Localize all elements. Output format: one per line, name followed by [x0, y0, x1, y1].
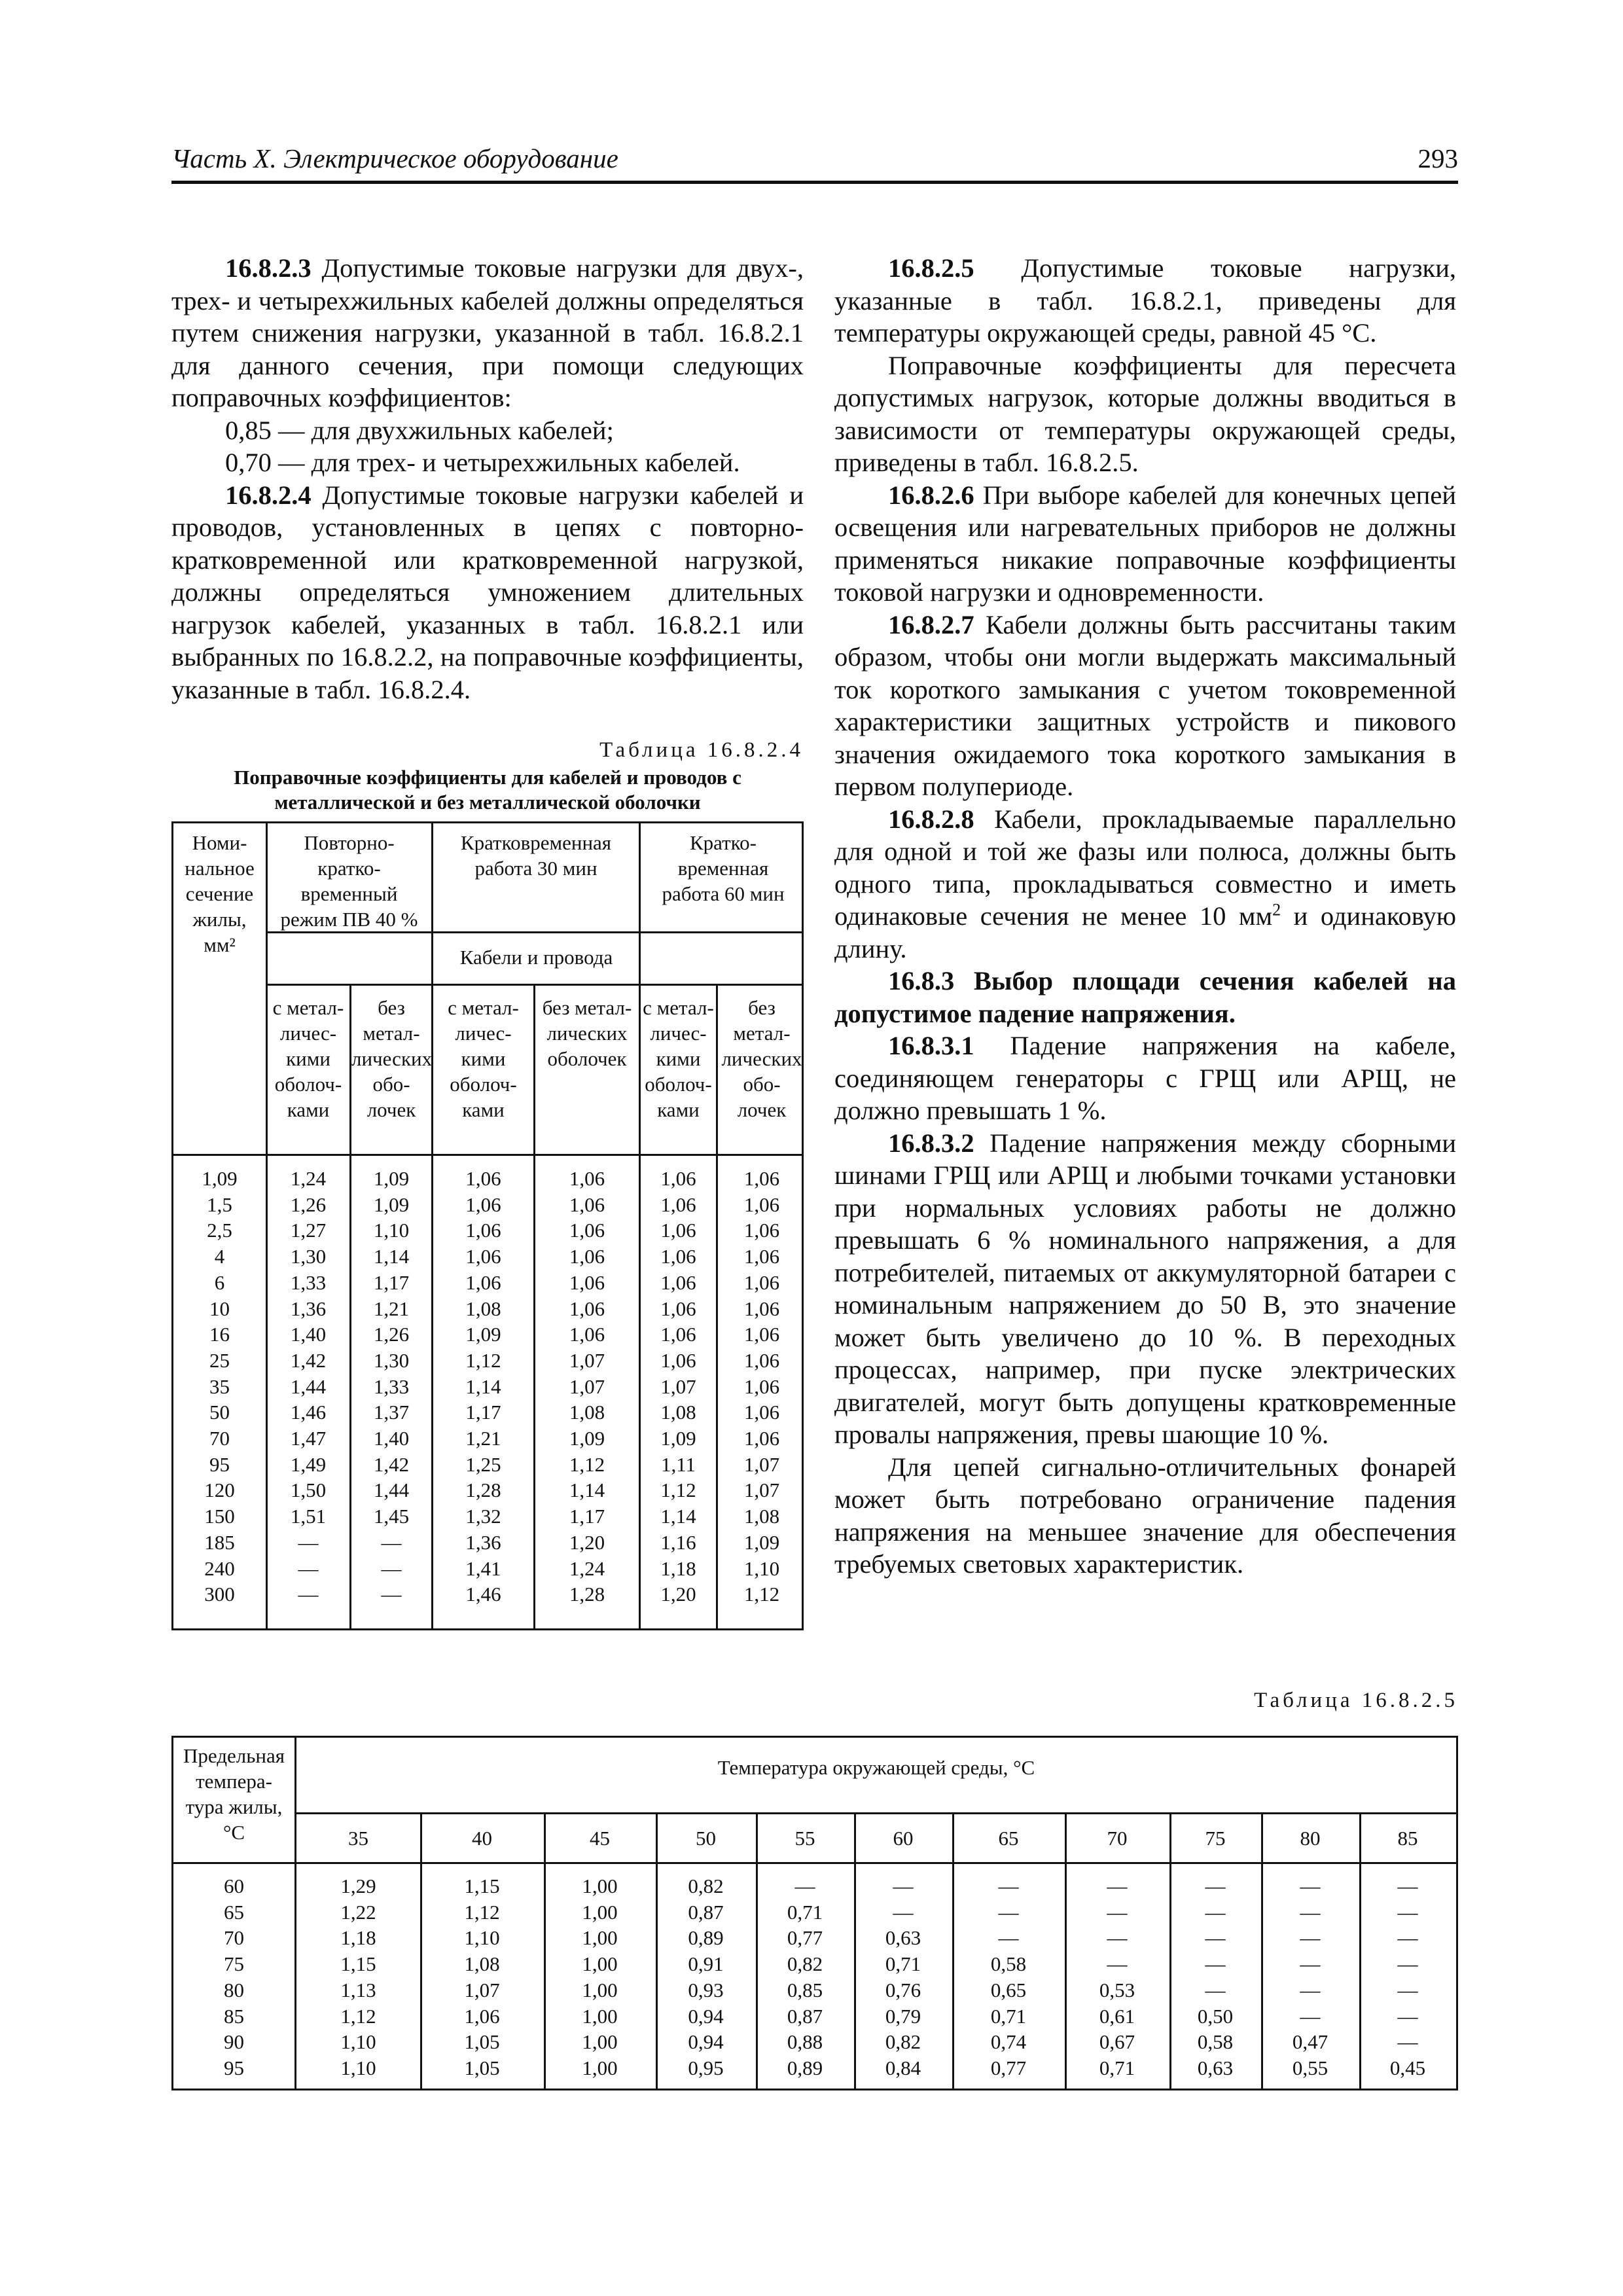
- clause-number: 16.8.2.6: [888, 480, 974, 510]
- clause-text: Падение напряжения между сборными шинами ГРЩ или АРЩ и любыми точками установки при нормальных условиях работы не должно превышать 6 % номинального напряжения, а для потребителей, питаемых от аккумуляторной батареи с номинальным напряжением до 50 В, это значение может быть увеличено до 10 %. В переходных процессах, например, при пуске электрических двигателей, могут быть допущены кратковременные провалы напряжения, превы шающие 10 %.: [834, 1128, 1456, 1449]
- table-rule: [296, 1812, 1456, 1814]
- chapter-title: Часть X. Электрическое оборудование: [171, 143, 618, 173]
- header-temp-35: 35: [348, 1827, 368, 1850]
- column-temp-50-values: 0,82 0,87 0,89 0,91 0,93 0,94 0,94 0,95: [688, 1874, 724, 2079]
- column-temp-70-values: — — — — 0,53 0,61 0,67 0,71: [1099, 1874, 1135, 2079]
- header-without-sheath: без метал- лических оболочек: [542, 996, 632, 1070]
- column-60-with: 1,06 1,06 1,06 1,06 1,06 1,06 1,06 1,06 1,07 1,08 1,09 1,11 1,12 1,14 1,16 1,18 1,20: [660, 1167, 696, 1606]
- column-temp-75-values: — — — — — 0,50 0,58 0,63: [1197, 1874, 1234, 2079]
- column-temp-40-values: 1,15 1,12 1,10 1,08 1,07 1,06 1,05 1,05: [464, 1874, 500, 2079]
- header-temp-40: 40: [472, 1827, 492, 1850]
- running-header: [171, 140, 1458, 184]
- header-without-sheath: без метал- лических обо- лочек: [721, 996, 802, 1121]
- paragraph-16-8-2-7: [834, 609, 1456, 803]
- right-column: [834, 252, 1456, 1581]
- clause-number: 16.8.2.7: [888, 609, 974, 639]
- clause-number: 16.8.3.2: [888, 1128, 974, 1158]
- paragraph: Поправочные коэффициенты для пересчета допустимых нагрузок, которые должны вводиться в зависимости от температуры окружающей среды, приведены в табл. 16.8.2.5.: [834, 350, 1456, 477]
- header-temp-70: 70: [1107, 1827, 1128, 1850]
- table-rule: [173, 1862, 1456, 1864]
- clause-text: Падение напряжения на кабеле, соединяющем генераторы с ГРЩ или АРЩ, не должно превышать 1 %.: [834, 1031, 1456, 1125]
- clause-text: Допустимые токовые нагрузки кабелей и проводов, установленных в цепях с повторно-кратковременной или кратковременной нагрузкой, должны определяться умножением длительных нагрузок кабелей, указанных в табл. 16.8.2.1 или выбранных по 16.8.2.2, на поправочные коэффициенты, указанные в табл. 16.8.2.4.: [171, 480, 804, 704]
- header-cables: Кабели и провода: [459, 946, 613, 969]
- column-temp-55-values: — 0,71 0,77 0,82 0,85 0,87 0,88 0,89: [787, 1874, 823, 2079]
- coefficient-line: 0,70 — для трех- и четырехжильных кабелей.: [225, 448, 740, 477]
- column-section-values: 1,09 1,5 2,5 4 6 10 16 25 35 50 70 95 120 150 185 240 300: [202, 1167, 238, 1606]
- clause-text: Допустимые токовые нагрузки, указанные в табл. 16.8.2.1, приведены для температуры окружающей среды, равной 45 °С.: [834, 253, 1456, 348]
- clause-text: и одинаковую длину.: [834, 901, 1456, 963]
- header-temp-55: 55: [794, 1827, 815, 1850]
- header-temp-85: 85: [1397, 1827, 1418, 1850]
- column-30-without: 1,06 1,06 1,06 1,06 1,06 1,06 1,06 1,07 1,07 1,08 1,09 1,12 1,14 1,17 1,20 1,24 1,28: [569, 1167, 605, 1606]
- paragraph-16-8-2-8: [834, 803, 1456, 965]
- clause-text: Кабели, прокладываемые параллельно для одной и той же фазы или полюса, должны быть одного типа, прокладываться совместно и иметь одинаковые сечения не менее 10 мм: [834, 804, 1456, 931]
- paragraph-16-8-2-5: [834, 252, 1456, 350]
- header-temp-75: 75: [1205, 1827, 1226, 1850]
- page-number: 293: [1418, 143, 1458, 173]
- clause-text: При выборе кабелей для конечных цепей освещения или нагревательных приборов не должны применяться никакие поправочные коэффициенты токовой нагрузки и одновременности.: [834, 480, 1456, 607]
- header-temp-45: 45: [590, 1827, 610, 1850]
- column-temp-65-values: — — — 0,58 0,65 0,71 0,74 0,77: [990, 1874, 1027, 2079]
- table-16-8-2-4: [171, 821, 804, 1630]
- clause-text: Кабели должны быть рассчитаны таким образом, чтобы они могли выдержать максимальный ток короткого замыкания с учетом токовременной характеристики защитных устройств и пикового значения ожидаемого тока короткого замыкания в первом полупериоде.: [834, 609, 1456, 801]
- left-column: [171, 252, 804, 706]
- column-temp-35-values: 1,29 1,22 1,18 1,15 1,13 1,12 1,10 1,10: [340, 1874, 376, 2079]
- column-temp-80-values: — — — — — — 0,47 0,55: [1292, 1874, 1329, 2079]
- header-limit-temp: Предельная темпера- тура жилы, °С: [183, 1744, 285, 1844]
- table-rule: [266, 984, 802, 986]
- table-16-8-2-5: [171, 1736, 1458, 2090]
- table-title: металлической и без металлической оболочки: [274, 791, 701, 814]
- table-label: Таблица 16.8.2.5: [1254, 1689, 1458, 1712]
- column-30-with: 1,06 1,06 1,06 1,06 1,06 1,08 1,09 1,12 1,14 1,17 1,21 1,25 1,28 1,32 1,36 1,41 1,46: [465, 1167, 501, 1606]
- paragraph-16-8-3-1: [834, 1030, 1456, 1127]
- header-temp-80: 80: [1300, 1827, 1321, 1850]
- coefficient-line: 0,85 — для двухжильных кабелей;: [225, 415, 614, 445]
- header-pv40: Повторно- кратко- временный режим ПВ 40 %: [280, 831, 418, 931]
- clause-number: 16.8.2.5: [888, 253, 974, 283]
- superscript: 2: [1272, 900, 1281, 920]
- column-temp-60-values: — — 0,63 0,71 0,76 0,79 0,82 0,84: [885, 1874, 921, 2079]
- column-60-without: 1,06 1,06 1,06 1,06 1,06 1,06 1,06 1,06 1,06 1,06 1,06 1,07 1,07 1,08 1,09 1,10 1,12: [743, 1167, 780, 1606]
- header-without-sheath: без метал- лических обо- лочек: [351, 996, 433, 1121]
- header-with-sheath: с метал- личес- кими оболоч- ками: [448, 996, 519, 1121]
- column-temp-45-values: 1,00 1,00 1,00 1,00 1,00 1,00 1,00 1,00: [582, 1874, 618, 2079]
- clause-text: Допустимые токовые нагрузки для двух-, трех- и четырехжильных кабелей должны определяться путем снижения нагрузки, указанной в табл. 16.8.2.1 для данного сечения, при помощи следующих поправочных коэффициентов:: [171, 253, 804, 412]
- section-heading-16-8-3: 16.8.3 Выбор площади сечения кабелей на допустимое падение напряжения.: [834, 966, 1456, 1028]
- header-60min: Кратко- временная работа 60 мин: [662, 831, 785, 905]
- clause-number: 16.8.2.8: [888, 804, 974, 834]
- header-temp-65: 65: [998, 1827, 1019, 1850]
- paragraph: Для цепей сигнально-отличительных фонарей может быть потребовано ограничение падения напряжения на меньшее значение для обеспечения требуемых световых характеристик.: [834, 1452, 1456, 1579]
- table-rule: [173, 1154, 802, 1156]
- clause-number: 16.8.2.3: [225, 253, 312, 283]
- header-temp-50: 50: [696, 1827, 716, 1850]
- header-ambient-temp: Температура окружающей среды, °С: [717, 1756, 1035, 1779]
- table-label: Таблица 16.8.2.4: [599, 738, 804, 762]
- paragraph-16-8-2-3: [171, 252, 804, 414]
- header-with-sheath: с метал- личес- кими оболоч- ками: [643, 996, 714, 1121]
- column-temp-85-values: — — — — — — — 0,45: [1389, 1874, 1426, 2079]
- paragraph-16-8-2-6: [834, 479, 1456, 609]
- column-limit-values: 60 65 70 75 80 85 90 95: [224, 1874, 244, 2079]
- column-pv-with: 1,24 1,26 1,27 1,30 1,33 1,36 1,40 1,42 1,44 1,46 1,47 1,49 1,50 1,51 — — —: [290, 1167, 327, 1606]
- clause-number: 16.8.3.1: [888, 1031, 974, 1060]
- header-temp-60: 60: [893, 1827, 914, 1850]
- clause-number: 16.8.2.4: [225, 480, 312, 510]
- header-30min: Кратковременная работа 30 мин: [460, 831, 612, 880]
- paragraph-16-8-2-4: [171, 479, 804, 706]
- column-pv-without: 1,09 1,09 1,10 1,14 1,17 1,21 1,26 1,30 1,33 1,37 1,40 1,42 1,44 1,45 — — —: [373, 1167, 410, 1606]
- table-title: Поправочные коэффициенты для кабелей и проводов с: [234, 766, 741, 789]
- header-section: Номи- нальное сечение жилы, мм²: [185, 831, 255, 956]
- header-with-sheath: с метал- личес- кими оболоч- ками: [272, 996, 344, 1121]
- paragraph-16-8-3-2: [834, 1127, 1456, 1451]
